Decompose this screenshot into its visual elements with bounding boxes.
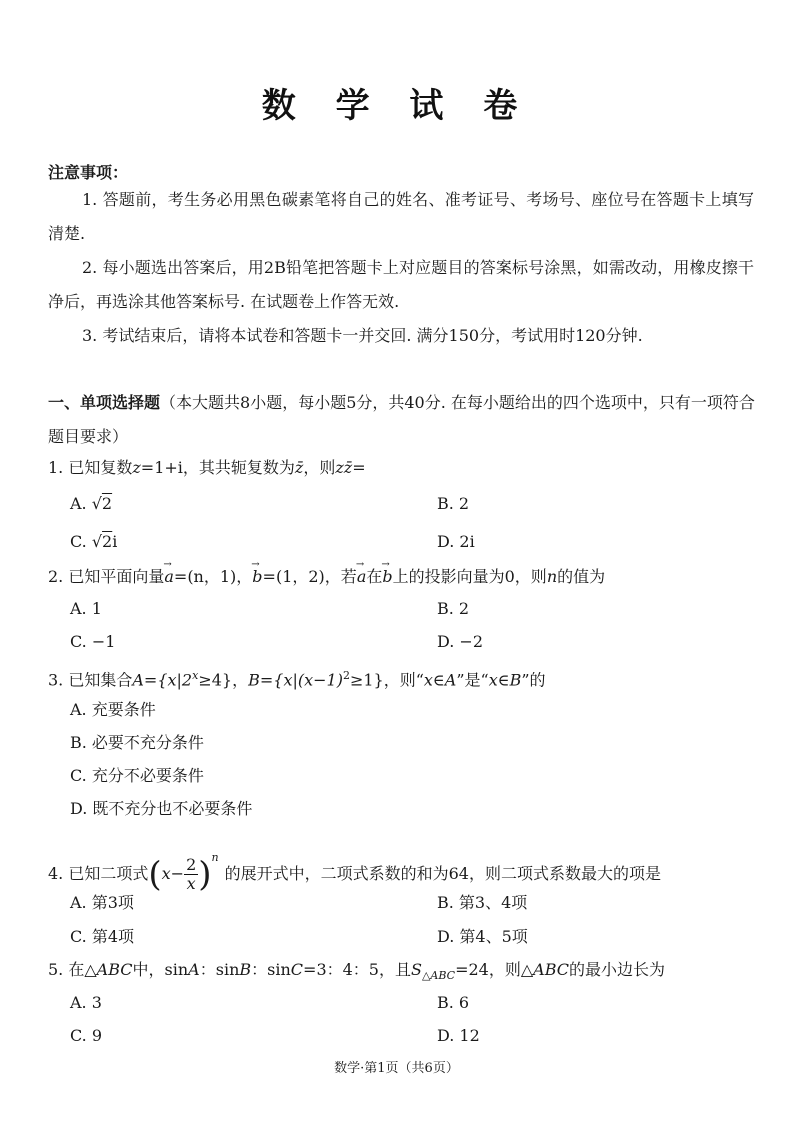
- question-1: [48, 456, 366, 480]
- q4-math: n: [211, 851, 219, 864]
- vector-b: → b: [252, 565, 262, 589]
- q4-math: (: [148, 854, 162, 895]
- q5-math: △ABC: [421, 969, 456, 983]
- q2-math: n: [546, 567, 558, 586]
- notes-heading: 注意事项：: [48, 163, 129, 182]
- q1-option-b: B. 2: [437, 494, 470, 513]
- q5-option-a: A. 3: [70, 993, 102, 1012]
- q3-option-d: D. 既不充分也不必要条件: [70, 799, 253, 818]
- note-item-1: 1. 答题前，考生务必用黑色碳素笔将自己的姓名、准考证号、考场号、座位号在答题卡上填写清楚.: [48, 190, 754, 243]
- q1-text: =1+i，其共轭复数为: [140, 458, 295, 477]
- q2-text: =(1，2)，若: [262, 567, 357, 586]
- vector-b: → b: [382, 565, 392, 589]
- q5-text: 中，sin: [132, 960, 189, 979]
- question-2: [48, 565, 605, 589]
- question-3: [48, 664, 546, 692]
- section-header: [48, 386, 760, 454]
- note-item-2: 2. 每小题选出答案后，用2B铅笔把答题卡上对应题目的答案标号涂黑，如需改动，用橡皮擦干净后，再选涂其他答案标号. 在试题卷上作答无效.: [48, 258, 754, 311]
- q5-math: ABC: [533, 960, 569, 979]
- q5-option-d: D. 12: [437, 1026, 480, 1045]
- option-text: i: [112, 532, 118, 551]
- vector-a: → a: [357, 565, 367, 589]
- option-text: A. √: [70, 494, 102, 513]
- q1-math: zz̄: [335, 458, 353, 477]
- q3-option-b: B. 必要不充分条件: [70, 733, 204, 752]
- q5-text: =24，则△: [455, 960, 534, 979]
- q3-text: ≥1}，则“: [349, 670, 424, 690]
- q4-text: 的展开式中，二项式系数的和为64，则二项式系数最大的项是: [224, 864, 661, 883]
- q5-math: B: [239, 960, 252, 979]
- q3-text: 3. 已知集合: [48, 670, 133, 690]
- q3-text: ”的: [521, 670, 546, 690]
- page-title: 数 学 试 卷: [261, 86, 532, 126]
- q1-math: z̄: [294, 458, 304, 477]
- q1-option-c: [70, 530, 117, 554]
- q3-math: 2: [342, 669, 350, 682]
- section-description: （本大题共8小题，每小题5分，共40分. 在每小题给出的四个选项中，只有一项符合题目要求）: [48, 393, 755, 446]
- q3-math: x∈B: [488, 670, 522, 690]
- q3-text: ≥4}，: [198, 670, 249, 690]
- fraction-denominator: x: [186, 874, 196, 893]
- q5-math: S: [410, 960, 422, 979]
- q2-text: 上的投影向量为0，则: [392, 567, 547, 586]
- q4-math: x−: [161, 864, 185, 883]
- q1-math: z: [132, 458, 141, 477]
- question-5: [48, 958, 665, 988]
- q3-option-a: A. 充要条件: [70, 700, 156, 719]
- q1-text: ，则: [303, 458, 336, 477]
- vector-a: → a: [164, 565, 174, 589]
- q5-math: A: [188, 960, 200, 979]
- q4-option-d: D. 第4、5项: [437, 927, 528, 946]
- q2-text: =(n，1)，: [173, 567, 253, 586]
- q1-option-d: D. 2i: [437, 532, 475, 551]
- q5-text: ：sin: [199, 960, 240, 979]
- q5-math: ABC: [96, 960, 133, 979]
- q1-option-a: [70, 492, 112, 516]
- option-text: 2: [101, 494, 113, 513]
- q2-option-b: B. 2: [437, 599, 470, 618]
- section-label: 一、单项选择题: [48, 393, 161, 412]
- option-text: 2: [102, 532, 113, 551]
- q2-text: 在: [366, 567, 383, 586]
- q2-option-a: A. 1: [70, 599, 102, 618]
- note-item-3: 3. 考试结束后，请将本试卷和答题卡一并交回. 满分150分，考试用时120分钟.: [82, 326, 643, 345]
- q3-math: B={x|(x−1): [248, 670, 343, 690]
- q5-math: C: [290, 960, 304, 979]
- option-text: C. √: [70, 532, 103, 551]
- q5-text: 5. 在△: [48, 960, 97, 979]
- q4-option-a: A. 第3项: [70, 893, 134, 912]
- page-footer: 数学·第1页（共6页）: [334, 1061, 459, 1076]
- q3-text: ”是“: [456, 670, 489, 690]
- q2-option-c: C. −1: [70, 632, 116, 651]
- q5-option-c: C. 9: [70, 1026, 103, 1045]
- fraction-numerator: 2: [186, 855, 197, 874]
- q1-text: 1. 已知复数: [48, 458, 133, 477]
- q2-option-d: D. −2: [437, 632, 484, 651]
- q4-text: 4. 已知二项式: [48, 864, 149, 883]
- q1-text: =: [352, 458, 366, 477]
- q2-text: 2. 已知平面向量: [48, 567, 165, 586]
- q5-option-b: B. 6: [437, 993, 470, 1012]
- q2-text: 的值为: [557, 567, 606, 586]
- q3-math: x: [192, 669, 199, 682]
- q5-text: 的最小边长为: [569, 960, 666, 979]
- q5-text: =3：4：5，且: [303, 960, 411, 979]
- q3-math: x∈A: [423, 670, 457, 690]
- q5-text: ：sin: [251, 960, 291, 979]
- q4-math: ): [198, 854, 212, 895]
- q3-math: A={x|2: [132, 670, 193, 690]
- q4-fraction: [184, 856, 198, 893]
- q3-option-c: C. 充分不必要条件: [70, 766, 204, 785]
- q4-option-c: C. 第4项: [70, 927, 135, 946]
- q4-option-b: B. 第3、4项: [437, 893, 528, 912]
- question-4: [48, 838, 661, 894]
